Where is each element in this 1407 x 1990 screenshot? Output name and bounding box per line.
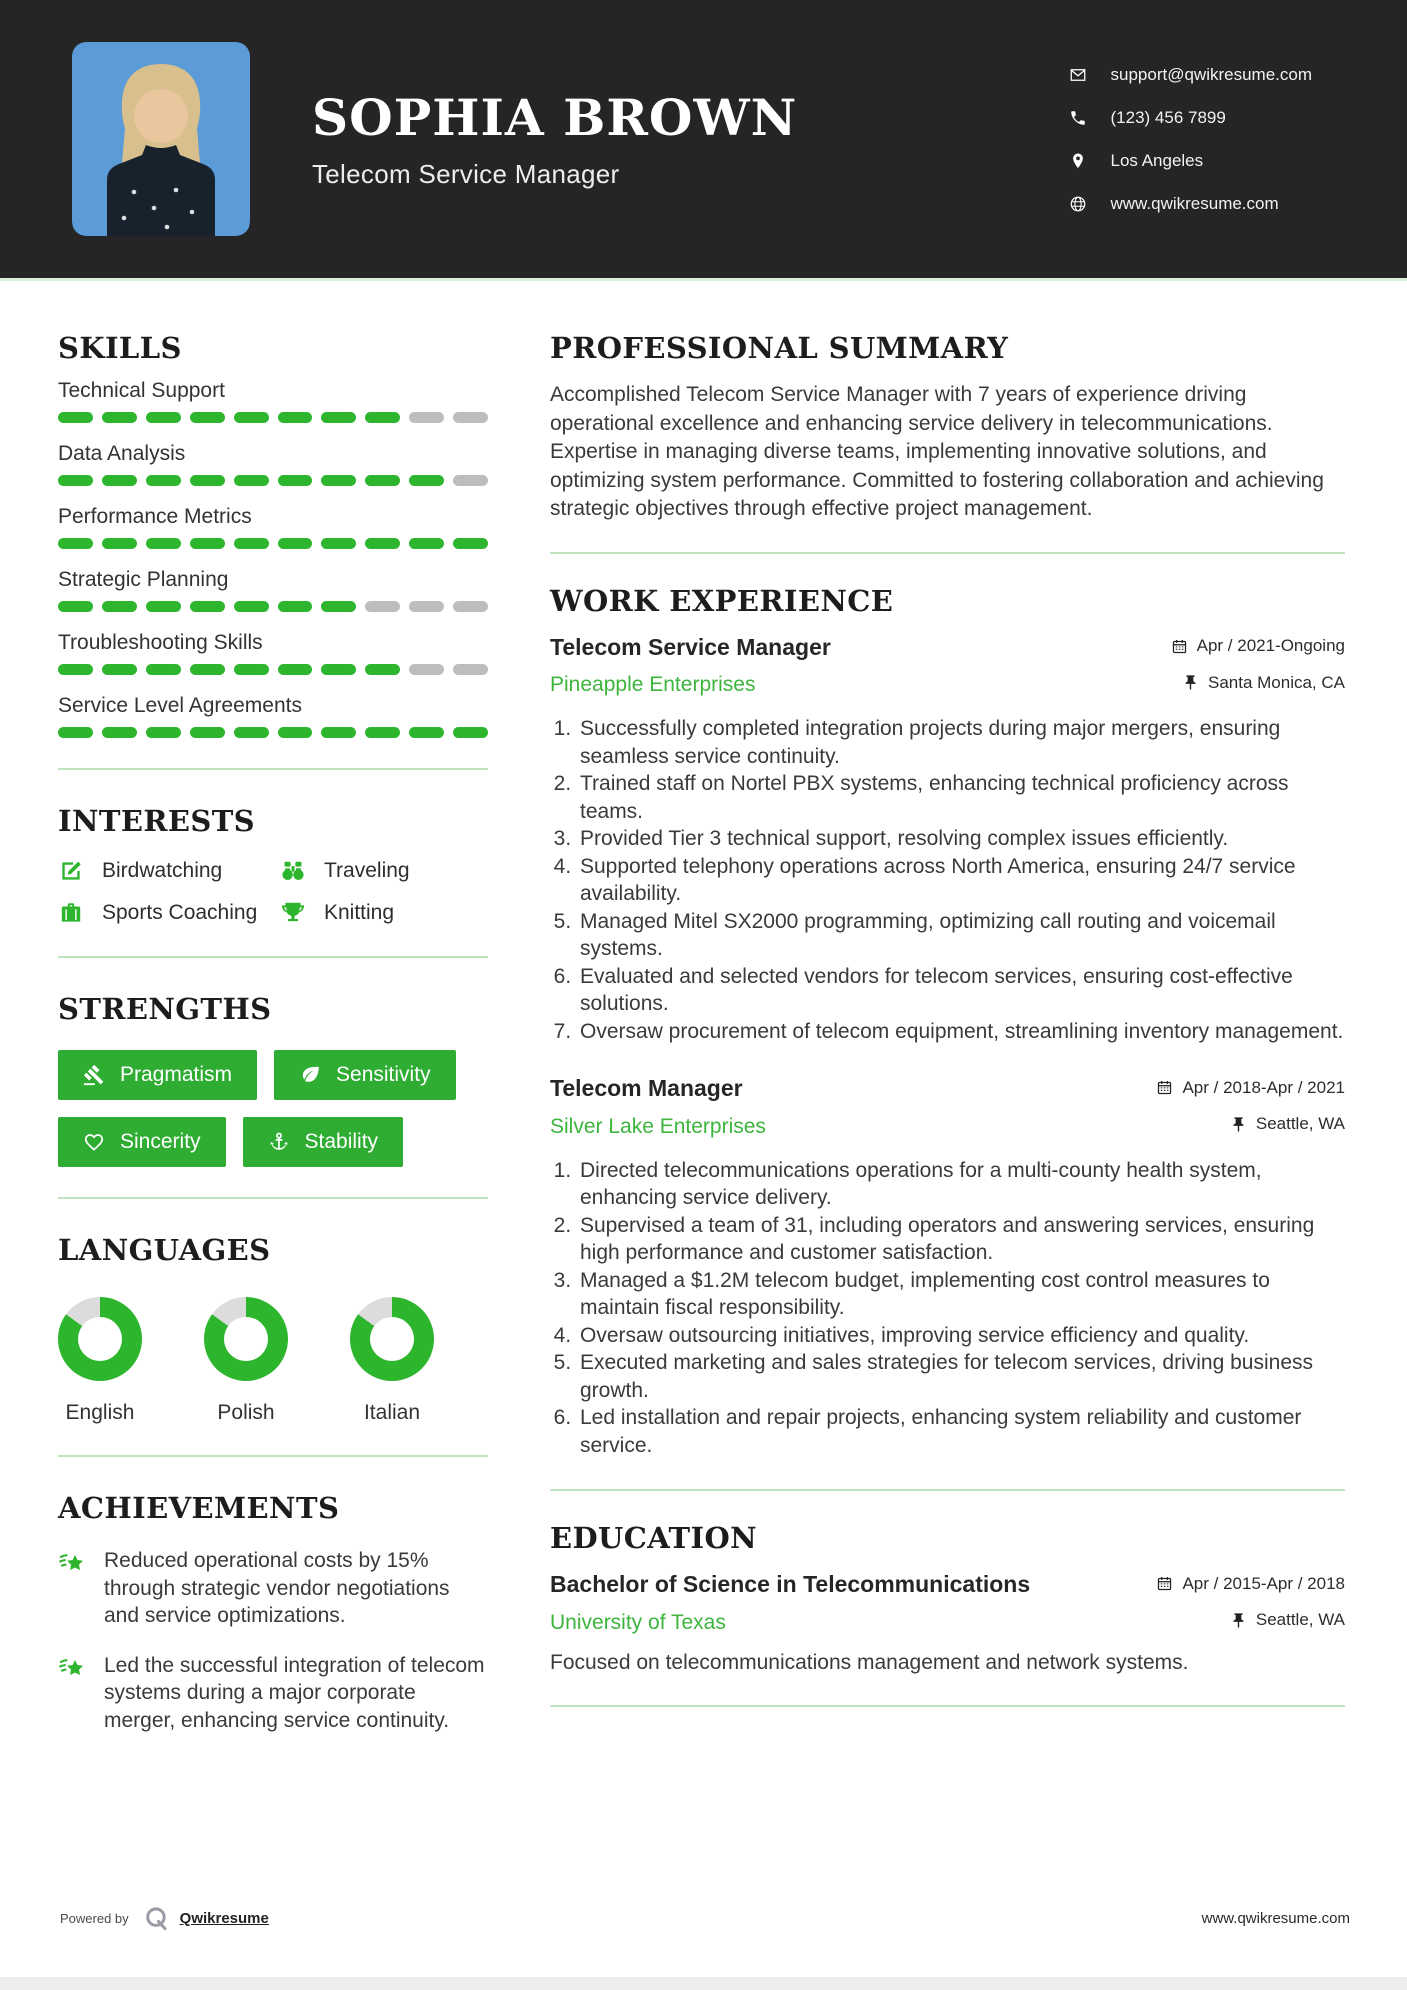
skill-label: Service Level Agreements [58,694,302,717]
skill-level-segment [365,601,400,612]
skill-level-segment [278,538,313,549]
mail-icon [1069,66,1087,84]
skill-level-segment [321,538,356,549]
skill-level-segment [321,475,356,486]
skill-level-segment [58,664,93,675]
skill-level-segment [365,412,400,423]
skill-level-segment [321,601,356,612]
shooting-star-icon [58,1654,88,1684]
interest-label: Traveling [324,859,410,882]
achievement-item [58,1652,488,1735]
bullet-item: 5. Managed Mitel SX2000 programming, optimizing call routing and voicemail systems. [577,908,1345,963]
skill-level-segment [146,601,181,612]
skill-level-segment [190,727,225,738]
skill-item [58,505,488,549]
skill-level-segment [102,727,137,738]
job-location-text: Santa Monica, CA [1207,672,1345,692]
pushpin-icon [1230,1612,1247,1629]
divider [550,1705,1345,1707]
anchor-icon [268,1131,290,1153]
education-location [1230,1610,1345,1630]
education-school: University of Texas [550,1610,726,1634]
skill-level-segment [190,538,225,549]
language-label: Polish [217,1401,275,1424]
bullet-item: 6. Led installation and repair projects, enhancing system reliability and customer service. [577,1404,1345,1459]
skill-level-segment [102,601,137,612]
job-location [1182,673,1345,693]
skill-level-bar [58,601,488,612]
summary-text: Accomplished Telecom Service Manager with 7 years of experience driving operational excellence and enhancing service delivery in telecommunications. Expertise in managing diverse teams, implementing innovative solutions, and optimizing system performance. Committed to fostering collaboration and achieving strategic objectives through effective project management. [550,383,1324,520]
skill-level-segment [146,538,181,549]
skill-level-segment [234,601,269,612]
job-bullet-list [577,715,1345,1045]
skill-level-segment [365,538,400,549]
language-item [204,1297,288,1425]
job-entry [550,1075,1345,1459]
job-entry [550,634,1345,1046]
contact-website-text: www.qwikresume.com [1110,193,1279,213]
skill-item [58,694,488,738]
skills-heading: SKILLS [58,331,182,365]
header [0,0,1407,278]
strength-badge [58,1117,226,1167]
languages-heading: LANGUAGES [58,1233,271,1267]
job-date [1171,636,1345,656]
divider [550,552,1345,554]
pencil-square-icon [58,858,84,884]
phone-icon [1069,109,1087,127]
skill-level-segment [453,475,488,486]
skill-level-segment [146,475,181,486]
skill-level-segment [321,664,356,675]
strength-label: Stability [304,1130,379,1153]
education-entry [550,1571,1345,1675]
candidate-role: Telecom Service Manager [312,159,620,189]
skill-level-segment [102,538,137,549]
language-item [58,1297,142,1425]
interest-label: Birdwatching [102,859,223,882]
skill-level-segment [409,538,444,549]
strength-badge [243,1117,404,1167]
skill-level-segment [102,475,137,486]
skill-level-segment [278,727,313,738]
skill-level-segment [190,601,225,612]
achievement-text: Led the successful integration of telecom systems during a major corporate merger, enhancing service continuity. [104,1653,485,1732]
skill-level-segment [453,727,488,738]
left-column [58,331,488,1737]
divider [58,1197,488,1199]
skill-label: Troubleshooting Skills [58,631,263,654]
skill-level-segment [453,412,488,423]
skill-level-segment [234,475,269,486]
achievement-text: Reduced operational costs by 15% through strategic vendor negotiations and service optimizations. [104,1549,450,1627]
skill-level-segment [409,475,444,486]
language-donut-chart [350,1297,434,1381]
candidate-name: SOPHIA BROWN [312,88,798,147]
skill-level-segment [234,538,269,549]
contact-info [1069,65,1313,214]
skill-level-segment [365,727,400,738]
qwikresume-logo-icon [143,1905,170,1932]
language-donut-chart [204,1297,288,1381]
strength-label: Pragmatism [120,1063,233,1086]
bullet-item: 4. Oversaw outsourcing initiatives, improving service efficiency and quality. [577,1322,1345,1350]
achievements-list [58,1547,488,1734]
calendar-icon [1156,1575,1173,1592]
interests-list [58,858,488,926]
briefcase-icon [58,900,84,926]
skill-level-segment [58,538,93,549]
binoculars-icon [280,858,306,884]
qwikresume-brand-link[interactable]: Qwikresume [179,1910,269,1927]
language-label: Italian [363,1401,421,1424]
language-item [350,1297,434,1425]
contact-location [1069,151,1313,171]
summary-heading: PROFESSIONAL SUMMARY [550,331,1009,365]
job-company: Pineapple Enterprises [550,673,756,696]
work-experience-heading: WORK EXPERIENCE [550,583,894,618]
skill-level-segment [409,601,444,612]
contact-email-text: support@qwikresume.com [1110,64,1312,84]
skill-label: Technical Support [58,379,225,402]
job-title: Telecom Manager [550,1075,743,1101]
skill-level-segment [102,412,137,423]
gavel-icon [83,1064,105,1086]
bullet-item: 7. Oversaw procurement of telecom equipment, streamlining inventory management. [577,1018,1345,1046]
skill-level-bar [58,475,488,486]
interest-label: Knitting [324,901,395,924]
strengths-list [58,1050,488,1167]
skill-level-segment [58,727,93,738]
skill-label: Performance Metrics [58,505,252,528]
interest-item [280,900,488,926]
skill-level-segment [321,412,356,423]
skill-level-segment [58,475,93,486]
skill-level-segment [453,538,488,549]
page-bottom-strip [0,1977,1407,1990]
education-location-text: Seattle, WA [1255,1610,1345,1629]
skill-level-segment [409,412,444,423]
contact-location-text: Los Angeles [1110,150,1204,170]
leaf-icon [299,1064,321,1086]
interest-item [58,900,280,926]
skill-level-segment [58,412,93,423]
contact-website [1069,194,1313,214]
interests-heading: INTERESTS [58,804,256,838]
pushpin-icon [1230,1116,1247,1133]
skill-level-segment [365,475,400,486]
interest-label: Sports Coaching [102,901,258,924]
skill-level-segment [58,601,93,612]
skill-level-segment [321,727,356,738]
strength-label: Sensitivity [336,1063,431,1086]
skill-level-segment [409,664,444,675]
bullet-item: 3. Provided Tier 3 technical support, resolving complex issues efficiently. [577,825,1345,853]
pushpin-icon [1182,674,1199,691]
language-donut-chart [58,1297,142,1381]
skill-level-segment [453,601,488,612]
achievements-heading: ACHIEVEMENTS [58,1491,340,1525]
skill-level-segment [146,664,181,675]
bullet-item: 2. Supervised a team of 31, including operators and answering services, ensuring high performance and customer satisfaction. [577,1212,1345,1267]
job-location [1230,1114,1345,1134]
skill-level-bar [58,664,488,675]
job-title: Telecom Service Manager [550,633,831,660]
skill-level-segment [234,412,269,423]
interest-item [58,858,280,884]
job-date-text: Apr / 2018-Apr / 2021 [1182,1077,1345,1097]
education-heading: EDUCATION [550,1521,758,1555]
right-column [550,331,1345,1737]
languages-list [58,1297,488,1425]
calendar-icon [1171,638,1188,655]
job-date [1156,1078,1345,1098]
skill-level-segment [278,601,313,612]
achievement-item [58,1547,488,1630]
contact-phone-text: (123) 456 7899 [1110,107,1226,127]
job-company: Silver Lake Enterprises [550,1114,766,1138]
job-bullet-list [577,1157,1345,1460]
skill-level-segment [190,475,225,486]
bullet-item: 1. Directed telecommunications operations for a multi-county health system, enhancing service delivery. [577,1157,1345,1212]
skill-level-segment [190,412,225,423]
divider [550,1489,1345,1491]
skill-level-segment [278,475,313,486]
divider [58,956,488,958]
bullet-item: 4. Supported telephony operations across North America, ensuring 24/7 service availability. [577,853,1345,908]
education-note: Focused on telecommunications management and network systems. [550,1650,1189,1674]
skill-item [58,442,488,486]
profile-photo-illustration [72,42,250,236]
shooting-star-icon [58,1549,88,1579]
skill-level-segment [146,412,181,423]
divider [58,1455,488,1457]
heart-icon [83,1131,105,1153]
profile-photo [72,42,250,236]
job-date-text: Apr / 2021-Ongoing [1196,636,1345,655]
footer-site-url: www.qwikresume.com [1201,1910,1350,1927]
interest-item [280,858,488,884]
skill-level-segment [102,664,137,675]
skill-level-segment [234,727,269,738]
globe-icon [1069,195,1087,213]
bullet-item: 5. Executed marketing and sales strategies for telecom services, driving business growth. [577,1349,1345,1404]
skill-level-segment [234,664,269,675]
strengths-heading: STRENGTHS [58,992,272,1026]
strength-badge [58,1050,257,1100]
skill-level-segment [278,412,313,423]
location-icon [1069,152,1087,170]
skill-item [58,631,488,675]
education-date-text: Apr / 2015-Apr / 2018 [1182,1573,1345,1593]
skill-level-segment [409,727,444,738]
divider [58,768,488,770]
bullet-item: 2. Trained staff on Nortel PBX systems, enhancing technical proficiency across teams. [577,770,1345,825]
contact-phone [1069,108,1313,128]
powered-by-label: Powered by [60,1911,129,1926]
skill-level-bar [58,412,488,423]
job-location-text: Seattle, WA [1255,1114,1345,1133]
strength-label: Sincerity [120,1130,201,1153]
footer [60,1905,1350,1932]
strength-badge [274,1050,456,1100]
skill-level-segment [278,664,313,675]
skill-item [58,568,488,612]
skill-label: Strategic Planning [58,568,229,591]
skill-level-segment [453,664,488,675]
bullet-item: 1. Successfully completed integration projects during major mergers, ensuring seamless service continuity. [577,715,1345,770]
skill-level-bar [58,538,488,549]
skill-level-segment [190,664,225,675]
skills-list [58,379,488,738]
skill-level-bar [58,727,488,738]
skill-item [58,379,488,423]
calendar-icon [1156,1079,1173,1096]
education-date [1156,1574,1345,1594]
skill-label: Data Analysis [58,442,186,465]
bullet-item: 3. Managed a $1.2M telecom budget, implementing cost control measures to maintain fiscal responsibility. [577,1267,1345,1322]
skill-level-segment [146,727,181,738]
skill-level-segment [365,664,400,675]
trophy-icon [280,900,306,926]
language-label: English [65,1401,135,1424]
degree-title: Bachelor of Science in Telecommunications [550,1571,1031,1597]
bullet-item: 6. Evaluated and selected vendors for telecom services, ensuring cost-effective solutions. [577,963,1345,1018]
contact-email [1069,65,1313,85]
